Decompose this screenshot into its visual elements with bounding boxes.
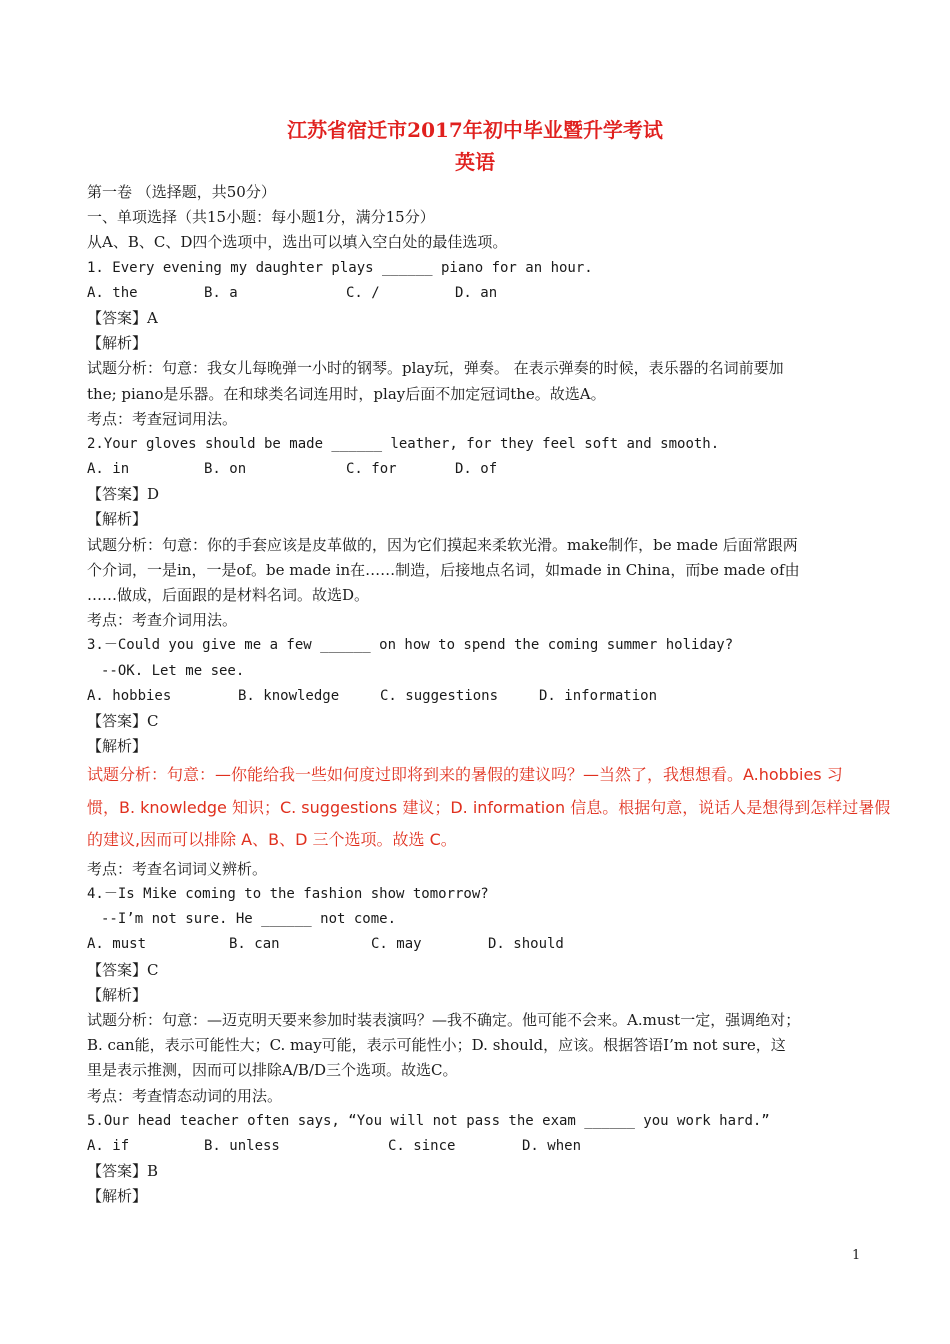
question-3-analysis-line: 惯，B. knowledge 知识；C. suggestions 建议；D. information 信息。根据句意，说话人是想得到怎样过暑假	[87, 797, 891, 817]
question-1-analysis-line: the; piano是乐器。在和球类名词连用时，play后面不加定冠词the。故选A。	[87, 384, 606, 403]
question-4-analysis-line: 试题分析：句意：—迈克明天要来参加时装表演吗？—我不确定。他可能不会来。A.must一定，强调绝对；	[87, 1010, 801, 1029]
question-1-point: 考点：考查冠词用法。	[87, 409, 238, 428]
question-2-analysis-line: ……做成，后面跟的是材料名词。故选D。	[87, 586, 370, 604]
option-c: C. may	[371, 936, 422, 953]
question-2-analysis-heading: 【解析】	[87, 510, 148, 529]
option-c: C. for	[346, 461, 397, 478]
question-4-stem: 4.－Is Mike coming to the fashion show tomorrow?	[87, 886, 489, 902]
option-b: B. a	[204, 284, 238, 301]
question-4-analysis-line: B. can能，表示可能性大；C. may可能，表示可能性小；D. should，应该。根据答语I’m not sure，这	[87, 1036, 786, 1055]
question-4-options	[87, 932, 867, 957]
question-1-answer: 【答案】A	[87, 308, 158, 327]
question-3-stem: 3.－Could you give me a few ______ on how to spend the coming summer holiday?	[87, 637, 734, 654]
option-b: B. on	[204, 461, 247, 478]
question-4-reply: --I’m not sure. He ______ not come.	[101, 911, 397, 928]
question-5-analysis-heading: 【解析】	[87, 1187, 148, 1206]
option-d: D. of	[455, 461, 498, 478]
document-body	[87, 180, 891, 1209]
exam-subject: 英语	[455, 150, 495, 174]
question-3-analysis-line: 试题分析：句意：—你能给我一些如何度过即将到来的暑假的建议吗？—当然了，我想想看。A.hobbies 习	[87, 765, 843, 785]
question-5-stem: 5.Our head teacher often says, “You will not pass the exam ______ you work hard.”	[87, 1112, 770, 1129]
option-b: B. knowledge	[238, 687, 340, 704]
question-3-reply: --OK. Let me see.	[101, 662, 245, 679]
question-3-analysis-heading: 【解析】	[87, 737, 148, 756]
question-4-answer: 【答案】C	[87, 960, 159, 979]
option-a: A. if	[87, 1137, 130, 1154]
question-3-answer: 【答案】C	[87, 711, 159, 730]
question-2-analysis-line: 试题分析：句意：你的手套应该是皮革做的，因为它们摸起来柔软光滑。make制作，be made 后面常跟两	[87, 535, 798, 554]
question-3-analysis-line: 的建议,因而可以排除 A、B、D 三个选项。故选 C。	[87, 830, 457, 850]
option-b: B. can	[229, 936, 280, 953]
question-2-point: 考点：考查介词用法。	[87, 611, 238, 630]
question-1-analysis-line: 试题分析：句意：我女儿每晚弹一小时的钢琴。play玩，弹奏。 在表示弹奏的时候，表乐器的名词前要加	[87, 359, 784, 378]
option-a: A. the	[87, 284, 138, 301]
question-5-answer: 【答案】B	[87, 1162, 159, 1181]
option-d: D. when	[522, 1137, 582, 1154]
option-c: C. suggestions	[380, 687, 499, 704]
question-1-options	[87, 281, 867, 306]
question-2-stem: 2.Your gloves should be made ______ leather, for they feel soft and smooth.	[87, 435, 720, 452]
question-1-analysis-heading: 【解析】	[87, 334, 148, 353]
option-d: D. information	[539, 687, 658, 704]
question-4-analysis-heading: 【解析】	[87, 985, 148, 1004]
part-heading: 第一卷 （选择题，共50分）	[87, 183, 276, 201]
option-a: A. hobbies	[87, 687, 172, 704]
section-heading: 一、单项选择（共15小题：每小题1分，满分15分）	[87, 208, 435, 227]
option-b: B. unless	[204, 1137, 280, 1154]
option-a: A. in	[87, 461, 130, 478]
question-5-options	[87, 1134, 867, 1159]
option-d: D. an	[455, 284, 498, 301]
instruction: 从A、B、C、D四个选项中，选出可以填入空白处的最佳选项。	[87, 233, 508, 252]
page-number: 1	[852, 1248, 861, 1263]
option-c: C. /	[346, 284, 380, 301]
question-1-stem: 1. Every evening my daughter plays ______ piano for an hour.	[87, 259, 593, 276]
question-4-point: 考点：考查情态动词的用法。	[87, 1086, 283, 1105]
question-4-analysis-line: 里是表示推测，因而可以排除A/B/D三个选项。故选C。	[87, 1061, 458, 1080]
question-3-options	[87, 684, 867, 709]
exam-title: 江苏省宿迁市2017年初中毕业暨升学考试	[287, 118, 663, 142]
option-a: A. must	[87, 936, 147, 953]
question-2-analysis-line: 个介词，一是in，一是of。be made in在……制造，后接地点名词，如made in China，而be made of由	[87, 560, 800, 579]
question-3-point: 考点：考查名词词义辨析。	[87, 859, 268, 878]
option-c: C. since	[388, 1137, 456, 1154]
question-2-answer: 【答案】D	[87, 485, 160, 504]
question-2-options	[87, 457, 867, 482]
option-d: D. should	[488, 936, 564, 953]
